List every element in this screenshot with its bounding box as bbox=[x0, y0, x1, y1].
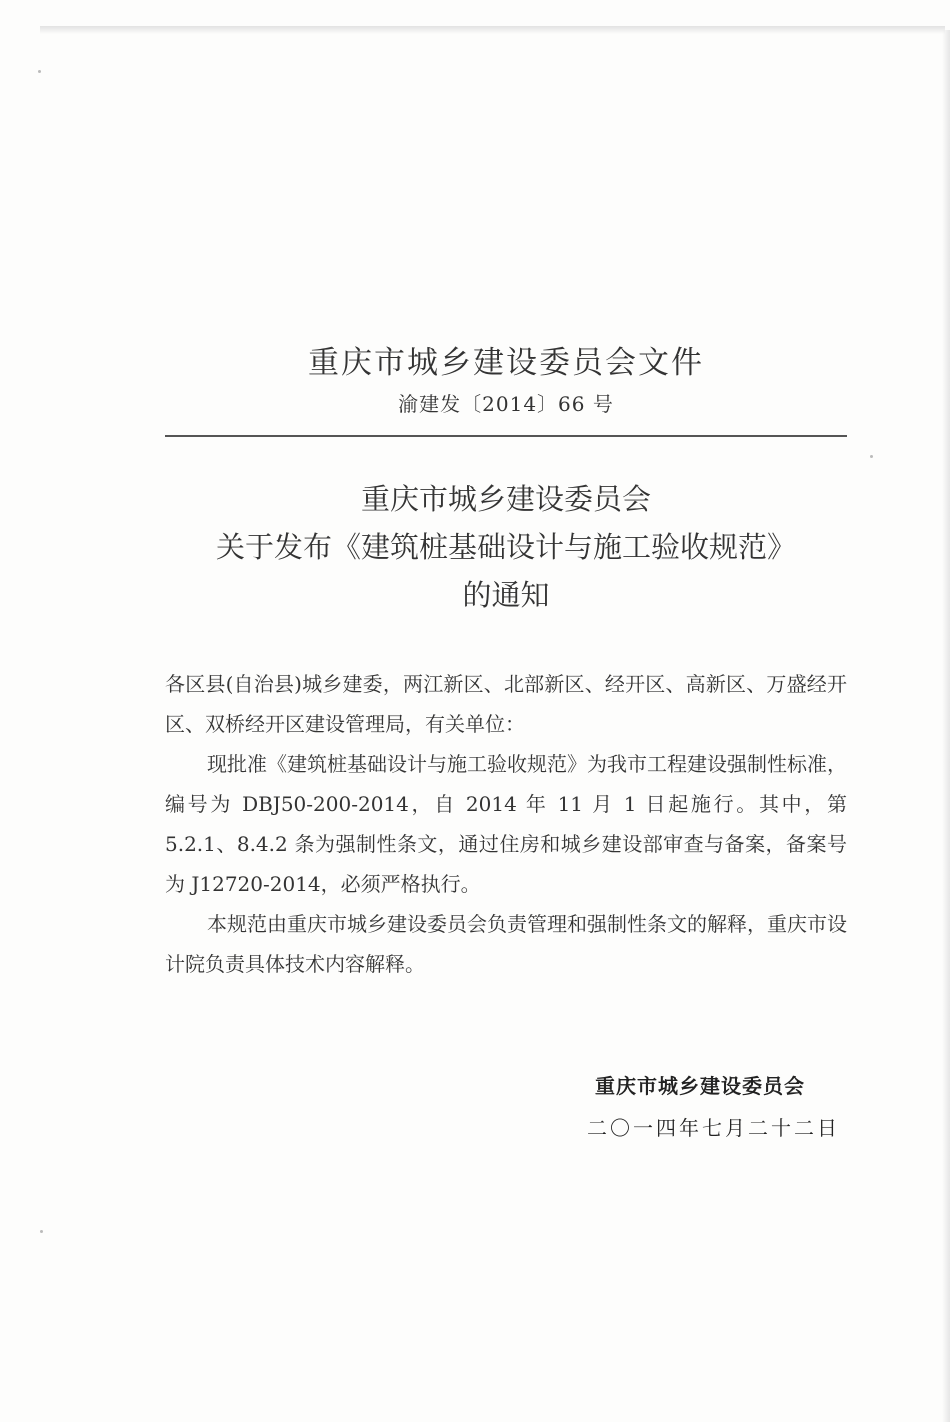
scan-speck bbox=[870, 455, 873, 458]
recipients: 各区县(自治县)城乡建委，两江新区、北部新区、经开区、高新区、万盛经开区、双桥经开区建设管理局，有关单位： bbox=[165, 672, 847, 736]
signature-organization: 重庆市城乡建设委员会 bbox=[595, 1074, 805, 1098]
notice-title-line: 的通知 bbox=[462, 578, 550, 612]
document-header-title: 重庆市城乡建设委员会文件 bbox=[308, 345, 704, 381]
notice-title-line: 关于发布《建筑桩基础设计与施工验收规范》 bbox=[215, 530, 796, 564]
notice-title-line: 重庆市城乡建设委员会 bbox=[360, 482, 651, 516]
header-divider bbox=[165, 435, 847, 437]
scan-speck bbox=[40, 1230, 43, 1233]
signature-date: 二〇一四年七月二十二日 bbox=[587, 1116, 840, 1140]
notice-title bbox=[165, 475, 847, 619]
body-paragraph: 本规范由重庆市城乡建设委员会负责管理和强制性条文的解释，重庆市设计院负责具体技术内容解释。 bbox=[165, 912, 847, 976]
notice-body bbox=[165, 664, 847, 984]
body-paragraph: 现批准《建筑桩基础设计与施工验收规范》为我市工程建设强制性标准，编号为 DBJ50-200-2014，自 2014 年 11 月 1 日起施行。其中，第 5.2.1、8.4.2 条为强制性条文，通过住房和城乡建设部审查与备案，备案号为 J12720-2014，必须严格执行。 bbox=[165, 752, 847, 896]
document-number: 渝建发〔2014〕66 号 bbox=[398, 392, 614, 416]
scan-speck bbox=[38, 70, 41, 73]
scan-edge-top bbox=[40, 26, 945, 34]
scan-edge-right bbox=[942, 30, 950, 1422]
signature-block bbox=[560, 1065, 840, 1149]
